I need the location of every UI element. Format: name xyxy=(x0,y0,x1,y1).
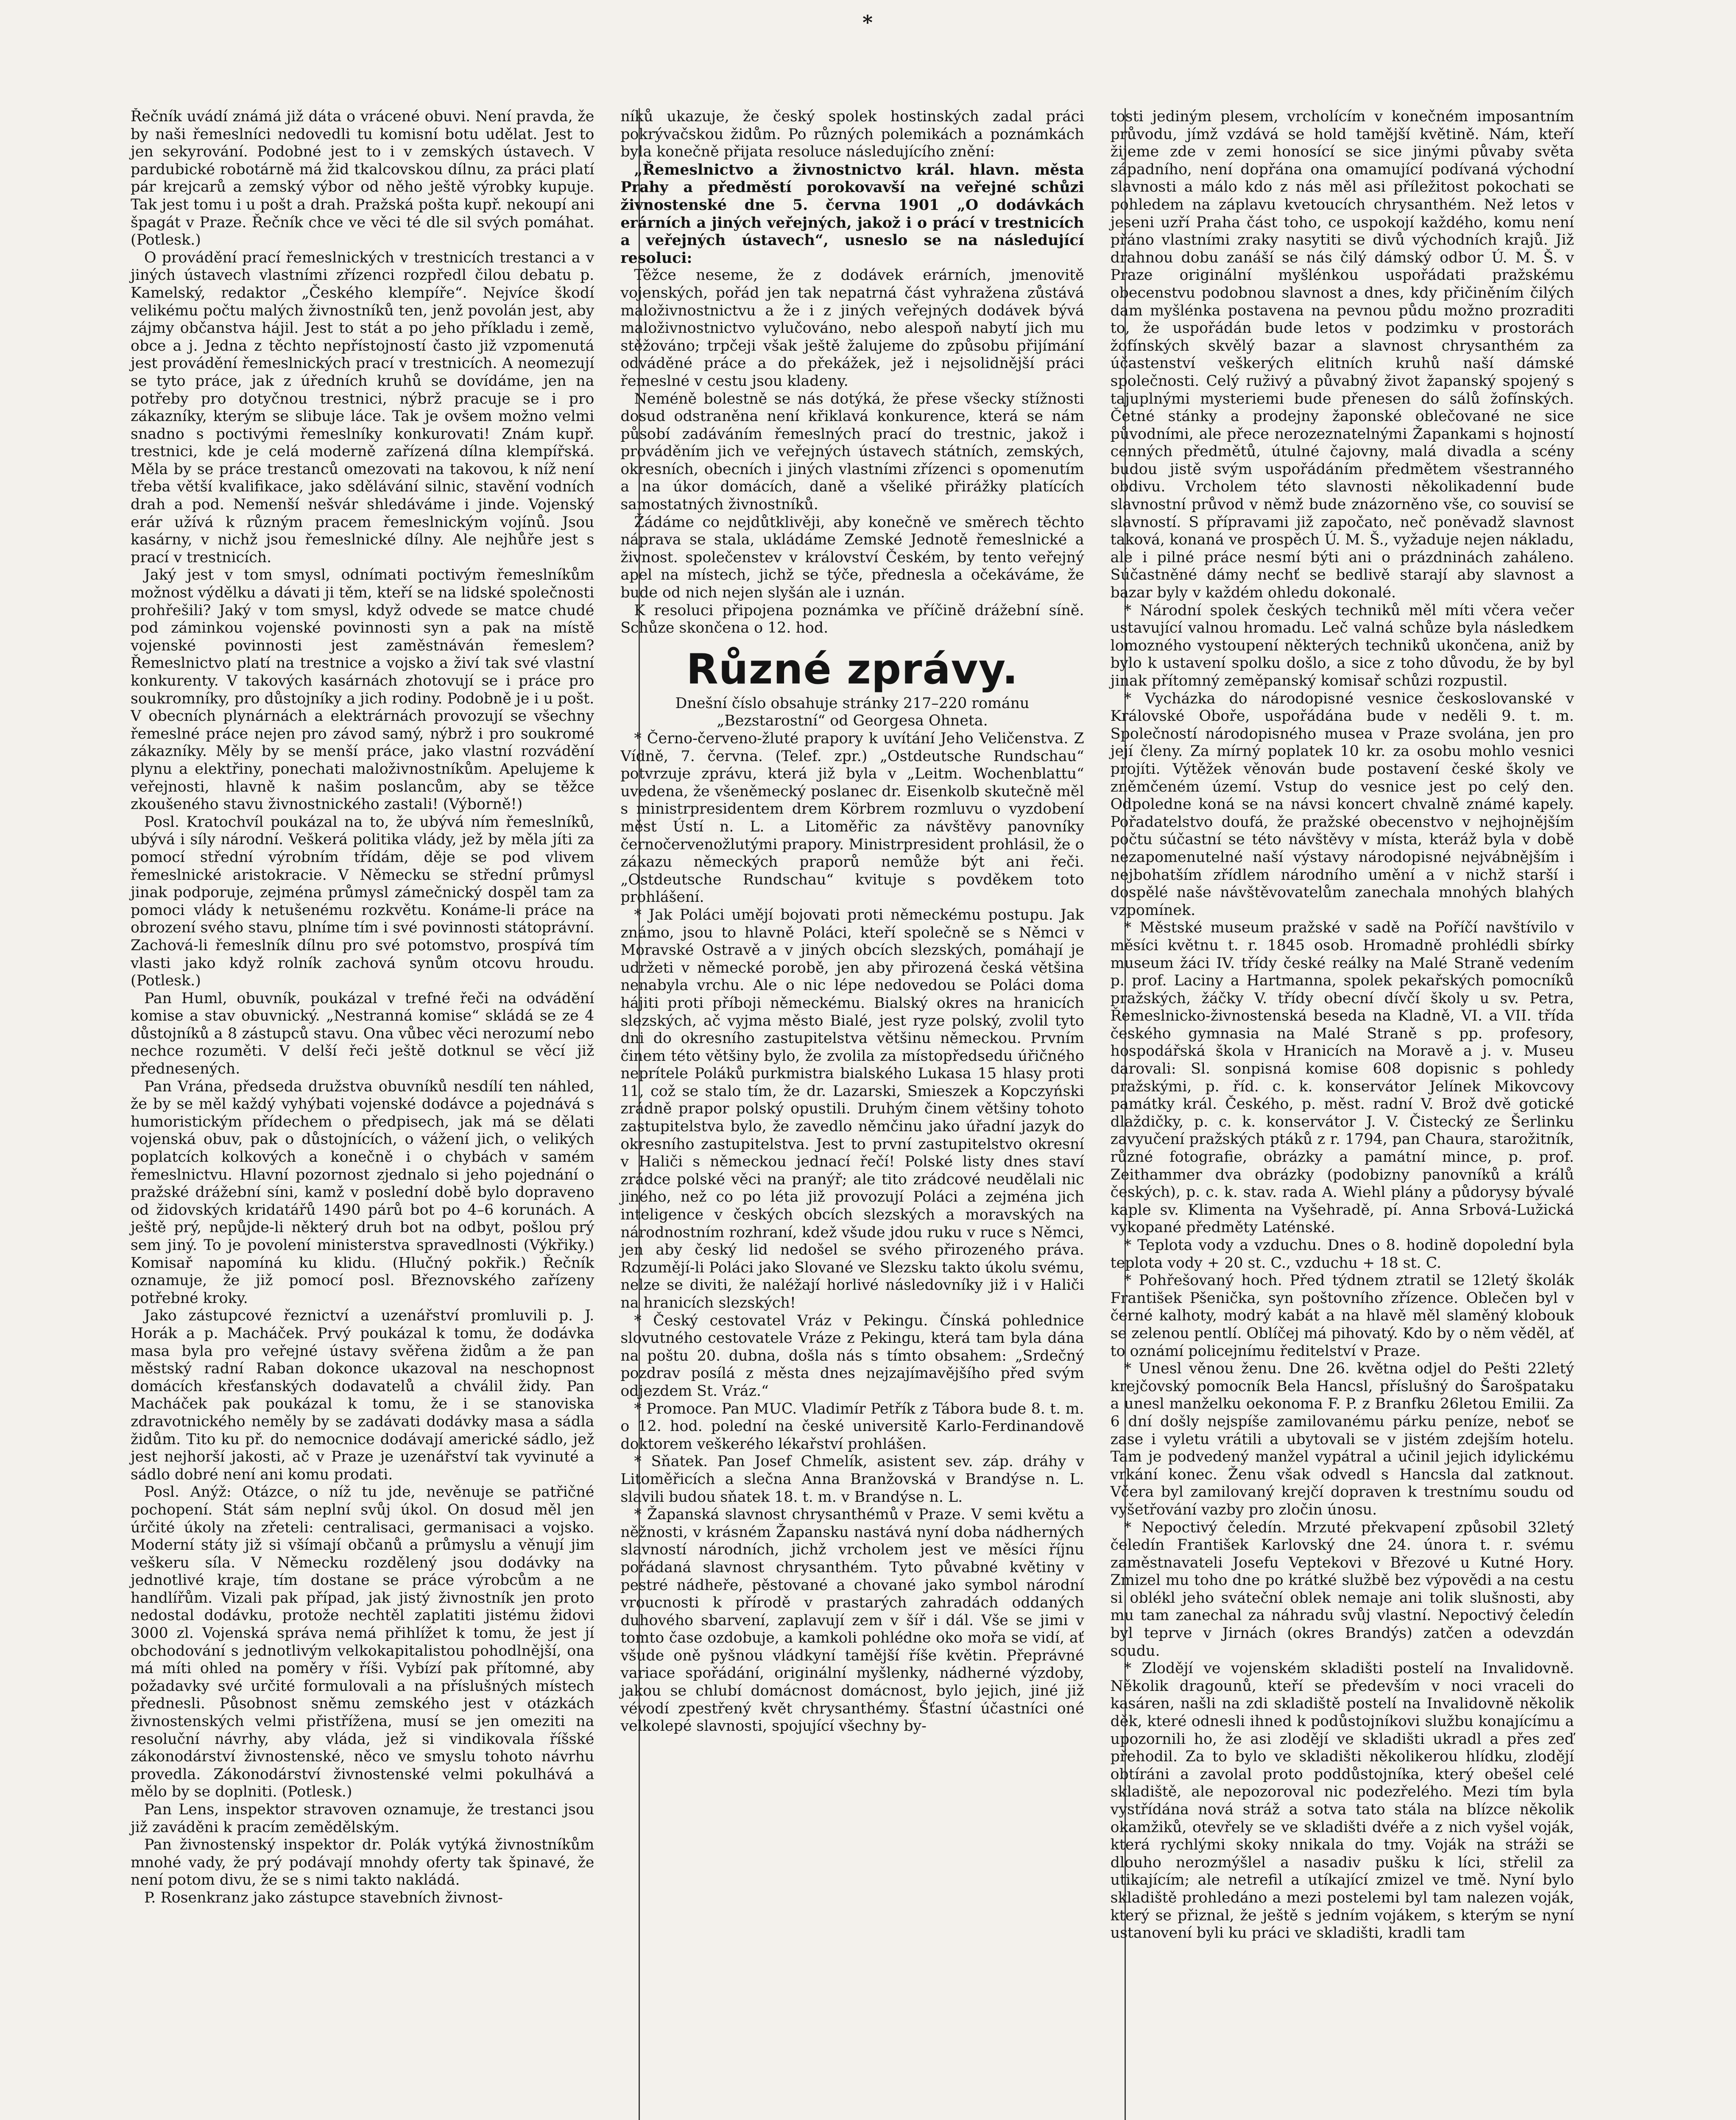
article-paragraph: Pan živnostenský inspektor dr. Polák vytýká živnostníkům mnohé vady, že prý podávají mnohdy oferty tak špinavé, že není potom divu, že se s nimi takto nakládá. xyxy=(131,1836,594,1889)
news-item: * Jak Poláci umějí bojovati proti německému postupu. Jak známo, jsou to hlavně Poláci, kteří společně se s Němci v Moravské Ostravě a v jiných obcích slezských, pomáhají je udržeti v německé porobě, jen aby přirozená česká většina nenabyla vrchu. Ale o nic lépe nedovedou se Poláci doma hájiti proti příboji německému. Bialský okres na hranicích slezských, ač vyjma město Bialé, jest ryze polský, zvolil tyto dni do okresního zastupitelstva většinu německou. Prvním činem této většiny bylo, že zvolila za místopředsedu úřičného neprítele Poláků purkmistra bialského Lukasa 15 hlasy proti 11, což se stalo tím, že dr. Lazarski, Smieszek a Kopczyński zrádně prapor polský opustili. Druhým činem většiny tohoto zastupitelstva bylo, že zavedlo němčinu jako úřadní jazyk do okresního zastupitelstva. Jest to první zastupitelstvo okresní v Haliči s německou jednací řečí! Polské listy dnes staví zrádce polské věci na pranýř; ale tito zrádcové neudělali nic jiného, než co po léta již provozují Poláci a zejména jich inteligence v českých obcích slezských a moravských na národnostním rozhraní, kdež všude jdou ruku v ruce s Němci, jen aby český lid nedošel se svého přirozeného práva. Rozumějí-li Poláci jako Slované ve Slezsku takto úkolu svému, nelze se diviti, že naléžají horlivé následovníky již i v Haliči na hranicích slezských! xyxy=(620,906,1084,1311)
news-item: * Pohřešovaný hoch. Před týdnem ztratil se 12letý školák František Pšenička, syn poštovního zřízence. Oblečen byl v černé kalhoty, modrý kabát a na hlavě měl slaměný klobouk se zelenou pentlí. Oblíčej má pihovatý. Kdo by o něm věděl, ať to oznámí policejnímu ředitelství v Praze. xyxy=(1110,1272,1574,1360)
article-paragraph: níků ukazuje, že český spolek hostinských zadal práci pokrývačskou židům. Po různých polemikách a poznámkách byla konečně přijata resoluce následujícího znění: xyxy=(620,108,1084,161)
news-item: * Národní spolek českých techniků měl míti včera večer ustavující valnou hromadu. Leč valná schůze byla následkem lomozného vystoupení některých techniků ukončena, aniž by bylo k ustavení spolku došlo, a sice z toho důvodu, že by byl jinak přítomný zeměpanský komisař schůzi rozpustil. xyxy=(1110,602,1574,689)
article-paragraph: Pan Lens, inspektor stravoven oznamuje, že trestanci jsou již zaváděni k pracím zemědělským. xyxy=(131,1801,594,1836)
news-item: * Teplota vody a vzduchu. Dnes o 8. hodině dopolední byla teplota vody + 20 st. C., vzduchu + 18 st. C. xyxy=(1110,1237,1574,1272)
section-heading: Různé zprávy. xyxy=(686,645,1019,694)
article-paragraph: Pan Huml, obuvník, poukázal v trefné řeči na odvádění komise a stav obuvnický. „Nestranná komise“ skládá se ze 4 důstojníků a 8 zástupců stavu. Ona vůbec věci nerozumí nebo nechce rozuměti. V delší řeči ještě dotknul se věcí již přednesených. xyxy=(131,990,594,1078)
news-item: * Městské museum pražské v sadě na Poříčí navštívilo v měsíci květnu t. r. 1845 osob. Hromadně prohlédli sbírky museum žáci IV. třídy české reálky na Malé Straně vedením p. prof. Laciny a Hartmanna, spolek pekařských pomocníků pražských, žáčky V. třídy obecní dívčí školy u sv. Petra, Řemeslnicko-živnostenská beseda na Kladně, VI. a VII. třída českého gymnasia na Malé Straně s pp. profesory, hospodářská škola v Hranicích na Moravě a j. v. Museu darovali: Sl. sonpisná komise 608 dopisnic s pohledy pražskými, p. říd. c. k. konservátor Jelínek Mikovcovy památky král. Českého, p. měst. radní V. Brož dvě gotické dlaždičky, p. c. k. konservátor J. V. Čistecký ze Šerlinku zavyučení pražských ptáků z r. 1794, pan Chaura, starožitník, různé fotografie, obrázky a památní mince, p. prof. Zeithammer dva obrázky (podobizny panovníků a králů českých), p. c. k. stav. rada A. Wiehl plány a půdorysy bývalé kaple sv. Klimenta na Vyšehradě, pí. Anna Srbová-Lužická vykopané předměty Laténské. xyxy=(1110,919,1574,1236)
column-2 xyxy=(617,108,1087,2120)
column-3 xyxy=(1107,108,1577,2120)
article-paragraph: Posl. Kratochvíl poukázal na to, že ubývá ním řemeslníků, ubývá i síly národní. Veškerá politika vlády, jež by měla jíti za pomocí střední výrobním třídám, děje se pod vlivem řemeslnické aristokracie. V Německu se střední průmysl jinak podporuje, zejména průmysl zámečnický dospěl tam za pomoci vlády k netušenému rozkvětu. Konáme-li práce na obrození svého stavu, plníme tím i své povinnosti státoprávní. Zachová-li řemeslník dílnu pro své potomstvo, prospívá tím vlasti jako když rolník zachová synům otcovu hroudu. (Potlesk.) xyxy=(131,813,594,990)
news-item: tosti jediným plesem, vrcholícím v konečném imposantním průvodu, jímž vzdává se hold tamější květině. Nám, kteří žijeme zde v zemi honosící se sice jinými půvaby světa západního, není dopřána ona omamující podívaná východní slavnosti a málo kdo z nás měl asi příležitost pokochati se pohledem na záplavu kvetoucích chrysanthém. Než letos v jeseni uzří Praha část toho, ce uspokojí každého, komu není přáno vlastními zraky nasytiti se divů východních krajů. Již drahnou dobu zanáší se nás čilý dámský odbor Ú. M. Š. v Praze originální myšlénkou uspořádati pražskému obecenstvu podobnou slavnost a dnes, kdy přičiněním čilých dam myšlénka postavena na pevnou půdu možno prozraditi to, že uspořádán bude letos v podzimku v prostorách žofínských skvělý bazar a slavnost chrysanthém za účastenství veškerých elitních kruhů naší dámské společnosti. Celý ruživý a půvabný život žapanský spojený s tajuplnými mysteriemi bude přenesen do sálů žofínských. Četné stánky a prodejny žaponské oblečované ne sice původními, ale přece nerozeznatelnými Žapankami s hojností cenných předmětů, útulné čajovny, malá divadla a scény budou jistě svým uspořádáním předmětem všestranného obdivu. Vrcholem této slavnosti několikadenní bude slavnostní průvod v němž bude znázorněno vše, co souvisí se slavností. S přípravami již započato, neč poněvadž slavnost taková, konaná ve prospěch Ú. M. Š., vyžaduje nejen nákladu, ale i pilné práce nesmí býti ani o prázdninách zaháleno. Súčastněné dámy nechť se bedlivě starají aby slavnost a bazar byly v každém ohledu dokonalé. xyxy=(1110,108,1574,602)
news-item: * Český cestovatel Vráz v Pekingu. Čínská pohlednice slovutného cestovatele Vráze z Pekingu, která tam byla dána na poštu 20. dubna, došla nás s tímto obsahem: „Srdečný pozdrav posílá z města dnes nejzajímavějšího před svým odjezdem St. Vráz.“ xyxy=(620,1312,1084,1400)
newspaper-columns xyxy=(127,108,1577,2120)
news-item: * Promoce. Pan MUC. Vladimír Petřík z Tábora bude 8. t. m. o 12. hod. polední na české universitě Karlo-Ferdinandově doktorem veškerého lékařství prohlášen. xyxy=(620,1400,1084,1453)
article-paragraph: Posl. Anýž: Otázce, o níž tu jde, nevěnuje se patřičné pochopení. Stát sám neplní svůj úkol. On dosud měl jen úrčité úkoly na zřeteli: centralisaci, germanisaci a vojsko. Moderní státy již si všímají občanů a průmyslu a věnují jim veškeru síla. V Německu rozdělený jsou dodávky na jednotlivé kraje, tím dostane se práce výrobcům a ne handlířům. Vizali pak případ, jak jistý živnostník jen proto nedostal dodávku, protože nechtěl zaplatiti jistému židovi 3000 zl. Vojenská správa nemá přihlížet k tomu, že jest jí obchodování s jednotlivým velkokapitalistou pohodlnější, ona má míti ohled na poměry v říši. Vybízí pak přítomné, aby požadavky své určité formulovali a na příslušných místech přednesli. Působnost sněmu zemského jest v otázkách živnostenských velmi přistřížena, musí se jen omeziti na resoluční návrhy, aby vláda, jež si vindikovala říšské zákonodárství živnostenské, něco ve smyslu tohoto návrhu provedla. Zákonodárství živnostenské velmi pokulhává a mělo by se doplniti. (Potlesk.) xyxy=(131,1484,594,1801)
news-item: * Sňatek. Pan Josef Chmelík, asistent sev. záp. dráhy v Litoměřicích a slečna Anna Branžovská v Brandýse n. L. slavili budou sňatek 18. t. m. v Brandýse n. L. xyxy=(620,1453,1084,1506)
article-paragraph: Jako zástupcové řeznictví a uzenářství promluvili p. J. Horák a p. Macháček. Prvý poukázal k tomu, že dodávka masa byla pro veřejné ústavy svěřena židům a že pan městský radní Raban dokonce ukazoval na neschopnost domácích křesťanských dodavatelů a chválil židy. Pan Macháček pak poukázal k tomu, že i se stanoviska zdravotnického neměly by se zadávati dodávky masa a sádla židům. Tito ku př. do nemocnice dodávají americké sádlo, jež jest nejhorší jakosti, ač v Praze je uzenářství tak vyvinuté a sádlo dobré není ani komu prodati. xyxy=(131,1307,594,1483)
resolution-paragraph: Těžce neseme, že z dodávek erárních, jmenovitě vojenských, pořád jen tak nepatrná část vyhražena zůstává maloživnostnictvu a že i z jiných veřejných dodávek bývá maloživnostnictvo vylučováno, nebo alespoň nabytí jich mu stěžováno; trpčeji však ještě žalujeme do způsobu přijímání odváděné práce a do překážek, jež i nejsolidnější práci řemeslné v cestu jsou kladeny. xyxy=(620,267,1084,390)
article-paragraph: Pan Vrána, předseda družstva obuvníků nesdílí ten náhled, že by se měl každý vyhýbati vojenské dodávce a pojednává s humoristickým přídechem o předpisech, jak má se dělati vojenská obuv, pak o důstojnících, o vážení jich, o velikých poplatcích kolkových a konečně i o chybách v samém řemeslnictvu. Hlavní pozornost zjednalo si jeho pojednání o pražské drážební síni, kamž v poslední době bylo dopraveno od židovských kridatářů 1490 párů bot po 4–6 korunách. A ještě prý, nepůjde-li některý druh bot na odbyt, pošlou prý sem jiný. To je povolení ministerstva spravedlnosti (Výkřiky.) Komisař napomíná ku klidu. (Hlučný pokřik.) Řečník oznamuje, že již pomocí posl. Březnovského zařízeny potřebné kroky. xyxy=(131,1078,594,1307)
article-paragraph: O provádění prací řemeslnických v trestnicích trestanci a v jiných ústavech vlastními zřízenci rozpředl čilou debatu p. Kamelský, redaktor „Českého klempíře“. Nejvíce škodí velikému počtu malých živnostníků ten, jenž povolán jest, aby zájmy občanstva hájil. Jest to stát a po jeho příkladu i země, obce a j. Jedna z těchto nepřístojností často již vzpomenutá jest provádění řemeslnických prací v trestnicích. A neomezují se tyto práce, jak z úředních kruhů se dovídáme, jen na potřeby pro dotyčnou trestnici, nýbrž pracuje se i pro zákazníky, kterým se slibuje láce. Tak je ovšem možno velmi snadno s poctivými řemeslníky konkurovati! Znám kupř. trestnici, kde je celá moderně zařízená dílna klempířská. Měla by se práce trestanců omezovati na takovou, k níž není třeba větší kvalifikace, jako sdělávání silnic, stavění vodních drah a pod. Nemenší nešvár shledáváme i jinde. Vojenský erár užívá k různým pracem řemeslnickým vojínů. Jsou kasárny, v nichž jsou řemeslnické dílny. Ale nejhůře jest s prací v trestnicích. xyxy=(131,249,594,566)
article-paragraph: K resoluci připojena poznámka ve příčině drážební síně. Schůze skončena o 12. hod. xyxy=(620,602,1084,637)
news-item: * Černo-červeno-žluté prapory k uvítání Jeho Veličenstva. Z Vídně, 7. června. (Telef. zpr.) „Ostdeutsche Rundschau“ potvrzuje zprávu, která již byla v „Leitm. Wochenblattu“ uvedena, že všeněmecký poslanec dr. Eisenkolb skutečně měl s ministrpresidentem drem Körbrem rozmluvu o vyzdobení měst Ústí n. L. a Litoměřic za návštěvy panovníky černočervenožlutými prapory. Ministrpresident prohlásil, že o zákazu německých praporů nemůže být ani řeči. „Ostdeutsche Rundschau“ kvituje s povděkem toto prohlášení. xyxy=(620,730,1084,906)
notice-line: Dnešní číslo obsahuje stránky 217–220 románu „Bezstarostní“ od Georgesa Ohneta. xyxy=(675,695,1030,730)
resolution-heading: „Řemeslnictvo a živnostnictvo král. hlavn. města Prahy a předměstí porokovavší na veřejné schůzi živnostenské dne 5. června 1901 „O dodávkách erárních a jiných veřejných, jakož i o prácí v trestnicích a veřejných ústavech“, usneslo se na následující resoluci: xyxy=(620,161,1084,267)
news-item: * Nepoctivý čeledín. Mrzuté překvapení způsobil 32letý čeledín František Karlovský dne 24. února t. r. svému zaměstnavateli Josefu Veptekovi v Březové u Kutné Hory. Zmizel mu toho dne po krátké službě bez výpovědi a na cestu si oblékl jeho sváteční oblek nemaje ani tolik slušnosti, aby mu tam zanechal za náhradu svůj vlastní. Nepoctivý čeledín byl teprve v Jirnách (okres Brandýs) zatčen a odevzdán soudu. xyxy=(1110,1519,1574,1660)
article-paragraph: Jaký jest v tom smysl, odnímati poctivým řemeslníkům možnost výdělku a dávati ji těm, kteří se na lidské společnosti prohřešili? Jaký v tom smysl, když odvede se matce chudé pod záminkou vojenské povinnosti syn a pak na místě vojenské povinnosti jest zaměstnáván řemeslem? Řemeslnictvo platí na trestnice a vojsko a živí tak své vlastní konkurenty. V takových kasárnách zhotovují se i práce pro soukromníky, pro důstojníky a jich rodiny. Podobně je i u pošt. V obecních plynárnách a elektrárnách provozují se všechny řemeslné práce nejen pro závod samý, nýbrž i pro soukromé zákazníky. Měly by se menší práce, jako vlastní rozvádění plynu a elektřiny, ponechati maloživnostníkům. Apelujeme k veřejnosti, hlavně k našim poslancům, aby se těžce zkoušeného stavu živnostnického zastali! (Výborně!) xyxy=(131,566,594,813)
column-1 xyxy=(127,108,597,2120)
article-paragraph: P. Rosenkranz jako zástupce stavebních živnost- xyxy=(144,1889,503,1906)
page-number: * xyxy=(862,11,874,34)
news-item: * Zlodějí ve vojenském skladišti postelí na Invalidovně. Několik dragounů, kteří se především v noci vraceli do kasáren, našli na zdi skladiště postelí na Invalidovně několik děk, které odnesli ihned k podůstojníkovi službu konajícímu a upozornili ho, že asi zlodějí ve skladišti ukradl a přes zeď přehodil. Za to bylo ve skladišti několikerou hlídku, zlodějí obtíráni a zavolal proto poddůstojníka, který obešel celé skladiště, ale nepozoroval nic podezřelého. Mezi tím byla vystřídána nová stráž a sotva tato stála na blízce několik okamžiků, otevřely se ve skladišti dvéře a z nich vyšel voják, která rychlými skoky nnikala do tmy. Voják na stráži se dlouho nerozmýšlel a nasadiv pušku k líci, střelil za utikajícím; ale netrefil a utíkající zmizel ve tmě. Nyní bylo skladiště prohledáno a mezi postelemi byl tam nalezen voják, který se přiznal, že ještě s jedním vojákem, s kterým se nyní ustanovení byli ku práci ve skladišti, kradli tam xyxy=(1110,1660,1574,1942)
news-item: * Žapanská slavnost chrysanthémů v Praze. V semi květu a něžnosti, v krásném Žapansku nastává nyní doba nádherných slavností národních, jichž vrcholem jest ve měsíci říjnu pořádaná slavnost chrysanthém. Tyto půvabné květiny v pestré nádheře, pěstované a chované jako symbol národní vroucnosti k přírodě v prastarých zahradách oddaných duhového sbarvení, zaplavují zem v šíř i dál. Vše se jimi v tomto čase ozdobuje, a kamkoli pohlédne oko mořa se vidí, ať všude oně pyšnou vládkyní tamější říše květin. Přeprávné variace spořádání, originální myšlenky, nádherné výzdoby, jakou se chlubí domácnost domácnost, bylo jejich, jiné již vévodí zpestřený květ chrysanthémy. Šťastní účastníci oné velkolepé slavnosti, spojující všechny by- xyxy=(620,1506,1084,1735)
news-item: * Unesl věnou ženu. Dne 26. května odjel do Pešti 22letý krejčovský pomocník Bela Hancsl, příslušný do Šarošpataku a unesl manželku oekonoma F. P. z Branfku 26letou Emilii. Za 6 dní došly nejspíše zamilovanému párku peníze, neboť se zase i vyletu vrátili a ubytovali se v jistém zdejším hotelu. Tam je podvedený manžel vypátral a učinil jejich idylickému vrkání konec. Ženu však odvedl s Hancsla dal zatknout. Včera byl zamilovaný krejčí dopraven k trestnímu soudu od vyšetřování vazby pro zločin únosu. xyxy=(1110,1360,1574,1518)
resolution-paragraph: Neméně bolestně se nás dotýká, že přese všecky stížnosti dosud odstraněna není křiklavá konkurence, která se nám působí zadáváním řemeslných prací do trestnic, jakož i prováděním jich ve veřejných ústavech státních, zemských, okresních, obecních i jiných vlastními zřízenci s opomenutím a na úkor domácích, daně a všeliké přirážky platících samostatných živnostníků. xyxy=(620,390,1084,513)
article-paragraph: Řečník uvádí známá již dáta o vrácené obuvi. Není pravda, že by naši řemeslníci nedovedli tu komisní botu udělat. Jest to jen sekyrování. Podobné jest to i v zemských ústavech. V pardubické robotárně má žid tkalcovskou dílnu, za práci platí pár krejcarů a zemský výbor od něho ještě výrobky kupuje. Tak jest tomu i u pošt a drah. Pražská pošta kupř. nekoupí ani špagát v Praze. Řečník chce ve věci té dle sil svých pomáhat. (Potlesk.) xyxy=(131,108,594,249)
resolution-paragraph: Žádáme co nejdůtklivěji, aby konečně ve směrech těchto náprava se stala, ukládáme Zemské Jednotě řemeslnické a živnost. společenstev v království Českém, by tento veřejný apel na místech, jichž se týče, přednesla a očekáváme, že bude od nich nejen slyšán ale i uznán. xyxy=(620,513,1084,602)
news-item: * Vycházka do národopisné vesnice českoslovanské v Královské Oboře, uspořádána bude v neděli 9. t. m. Společností národopisného musea v Praze svolána, jen pro její členy. Za mírný poplatek 10 kr. za osobu mohlo vesnici projíti. Výtěžek věnován bude postavení české školy ve zněmčeném území. Vstup do vesnice jest po celý den. Odpoledne koná se na návsi koncert chvalně známé kapely. Pořadatelstvo doufá, že pražské obecenstvo v nejhojnějším počtu súčastní se této návštěvy v místa, kteráž byla v době nezapomenutelné naší výstavy národopisné nejvábnějším i nejbohatším zřídlem národního umění a v nichž starší i dospělé naše návštěvovatelům zanechala mnohých blahých vzpomínek. xyxy=(1110,690,1574,919)
